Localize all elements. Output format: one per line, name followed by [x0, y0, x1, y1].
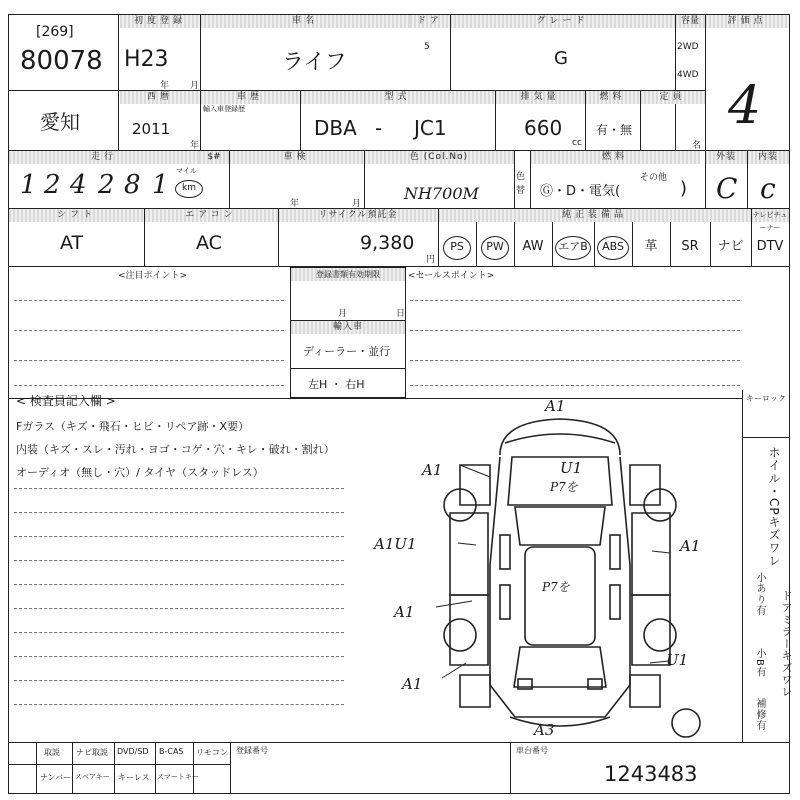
lot-number: [269] — [36, 24, 74, 40]
year-unit: 年 — [160, 81, 170, 91]
registration-day: 日 — [396, 309, 406, 319]
sales-label: <セールスポイント> — [408, 271, 495, 281]
header-color: 色 (Col.No) — [364, 151, 514, 164]
header-capacity: 容量 — [675, 15, 705, 28]
mileage-digit-1: 1 — [20, 170, 37, 200]
drive-2wd: 2WD — [677, 42, 699, 52]
score: 4 — [728, 76, 762, 136]
seats-unit: 名 — [692, 141, 702, 151]
damage-mark-right-door: A1 — [680, 537, 701, 555]
fuel-other-label: その他 — [640, 173, 668, 183]
equipment-aw: AW — [522, 239, 544, 254]
option-remote: リモコン — [196, 748, 228, 757]
header-fuel-type: 燃料 — [585, 91, 640, 104]
header-shift: シフト — [9, 209, 144, 222]
header-history: 車歴 — [200, 91, 300, 104]
header-tv: テレビチューナー — [752, 211, 788, 232]
mileage-digit-4: 2 — [98, 170, 115, 200]
option-spare-key: スペアキー — [75, 773, 110, 781]
door-mark: 5 — [424, 42, 430, 52]
header-seats: 定員 — [640, 91, 705, 104]
mileage-digit-6: 1 — [152, 170, 169, 200]
header-western-year: 西暦 — [120, 91, 200, 104]
header-displacement: 排気量 — [495, 91, 585, 104]
header-fuel: 燃料 — [530, 151, 700, 164]
equipment-navi: ナビ — [717, 239, 744, 254]
option-dvd-sd: DVD/SD — [117, 747, 149, 756]
mileage-digit-3: 4 — [70, 170, 87, 200]
year-ad: 2011 — [132, 120, 171, 138]
damage-mark-left-quarter: A1 — [402, 675, 423, 693]
equipment-pw: PW — [476, 230, 514, 264]
damage-mark-left-rear: A1 — [394, 603, 415, 621]
option-keyless: キーレス — [118, 773, 150, 782]
attention-label: <注目ポイント> — [118, 271, 188, 281]
option-plate: ナンバー — [40, 773, 72, 782]
header-mileage: 走行 — [9, 151, 199, 164]
mile-unit: マイル — [176, 167, 197, 175]
exterior-grade: C — [716, 172, 738, 205]
first-reg-era: H23 — [124, 47, 169, 72]
equipment-ps: PS — [438, 230, 476, 264]
year-ad-unit: 年 — [190, 141, 200, 151]
header-aircon: エアコン — [144, 209, 278, 222]
damage-mark-front: A1 — [545, 397, 566, 415]
import-label: 輸入車 — [291, 321, 405, 334]
color-no: NH700M — [404, 184, 479, 203]
displacement: 660 — [524, 116, 563, 140]
header-model: 型式 — [300, 91, 495, 104]
km-unit: km — [175, 180, 203, 198]
handle-value: 左H ・ 右H — [308, 378, 365, 391]
fuel-note: 有・無 — [596, 123, 633, 137]
side-sub-3: 補修有 — [754, 698, 765, 731]
recycle-fee: 9,380 — [360, 232, 415, 254]
grade: G — [554, 48, 568, 69]
header-score: 評価点 — [705, 15, 789, 28]
side-text-mirror: ドアミラーキズワレ — [780, 590, 793, 698]
header-car-name: 車名 — [200, 15, 410, 28]
inspector-line-glass: Fガラス（キズ・飛石・ヒビ・リペア跡・X要） — [16, 420, 250, 433]
header-inspection: 車検 — [229, 151, 364, 164]
registration-month: 月 — [338, 309, 348, 319]
header-door: ドア — [410, 15, 450, 28]
header-grade: グレード — [450, 15, 675, 28]
region: 愛知 — [40, 110, 80, 134]
option-bcas: B-CAS — [159, 747, 184, 756]
header-first-reg: 初度登録 — [120, 15, 200, 28]
header-exterior: 外装 — [705, 151, 747, 164]
chassis-label: 車台番号 — [516, 746, 548, 755]
mileage-digit-2: 2 — [44, 170, 61, 200]
shift: AT — [60, 232, 84, 254]
fuel-options: Ⓖ・D・電気( — [540, 184, 621, 199]
drive-4wd: 4WD — [677, 70, 699, 80]
damage-mark-right-quarter: U1 — [666, 651, 689, 669]
month-unit: 月 — [190, 81, 200, 91]
inspection-year-unit: 年 — [290, 199, 300, 209]
equipment-sunroof: SR — [681, 239, 699, 254]
damage-mark-rear: A3 — [534, 721, 555, 739]
color-change-label: 色替 — [516, 172, 526, 196]
interior-grade: c — [760, 172, 776, 205]
chassis-number: 1243483 — [604, 762, 698, 786]
mileage-digit-5: 8 — [124, 170, 141, 200]
damage-mark-hood-u1: U1 — [560, 459, 583, 477]
option-smart-key: スマートキー — [157, 773, 199, 781]
header-recycle: リサイクル預託金 — [278, 209, 438, 222]
side-text-wheel: ホイル・CPキズワレ — [767, 446, 781, 568]
equipment-dtv: DTV — [756, 239, 784, 254]
inspection-month-unit: 月 — [352, 199, 362, 209]
option-navi-manual: ナビ取説 — [76, 748, 108, 757]
equipment-airbag: エアB — [552, 230, 594, 264]
side-sub-1: 小あり有 — [754, 572, 765, 616]
history-note: 輸入車登録歴 — [203, 105, 245, 113]
registration-label: 登録書類有効期限 — [291, 268, 405, 281]
side-sub-2: 小B有 — [754, 648, 765, 678]
header-interior: 内装 — [747, 151, 789, 164]
damage-mark-left-front-door: A1U1 — [374, 535, 417, 553]
damage-mark-hood-p7: P7を — [550, 480, 578, 494]
auction-number: 80078 — [20, 46, 103, 76]
inspector-line-interior: 内装（キズ・スレ・汚れ・ヨゴ・コゲ・穴・キレ・破れ・割れ） — [16, 443, 335, 456]
model-dash: - — [375, 116, 383, 140]
equipment-abs: ABS — [594, 230, 632, 264]
damage-mark-front-left: A1 — [422, 461, 443, 479]
fuel-close: ) — [680, 178, 688, 199]
model-prefix: DBA — [314, 116, 357, 140]
car-name: ライフ — [282, 50, 347, 75]
registration-number-label: 登録番号 — [236, 746, 268, 755]
header-dollar: $# — [199, 151, 229, 164]
header-equipment: 純正装備品 — [438, 209, 751, 222]
keylock-label: キーロック — [746, 394, 786, 403]
recycle-yen: 円 — [426, 255, 436, 265]
aircon: AC — [196, 232, 222, 254]
car-damage-diagram — [350, 395, 740, 745]
import-value: ディーラー・並行 — [303, 345, 391, 358]
model-code: JC1 — [414, 116, 447, 140]
inspector-line-audio: オーディオ（無し・穴）/ タイヤ（スタッドレス） — [16, 466, 264, 479]
option-manual: 取説 — [44, 748, 60, 757]
equipment-leather: 革 — [644, 239, 658, 254]
damage-mark-roof-p7: P7を — [542, 580, 570, 594]
inspector-title: < 検査員記入欄 > — [16, 394, 116, 408]
cc-unit: cc — [572, 138, 582, 148]
